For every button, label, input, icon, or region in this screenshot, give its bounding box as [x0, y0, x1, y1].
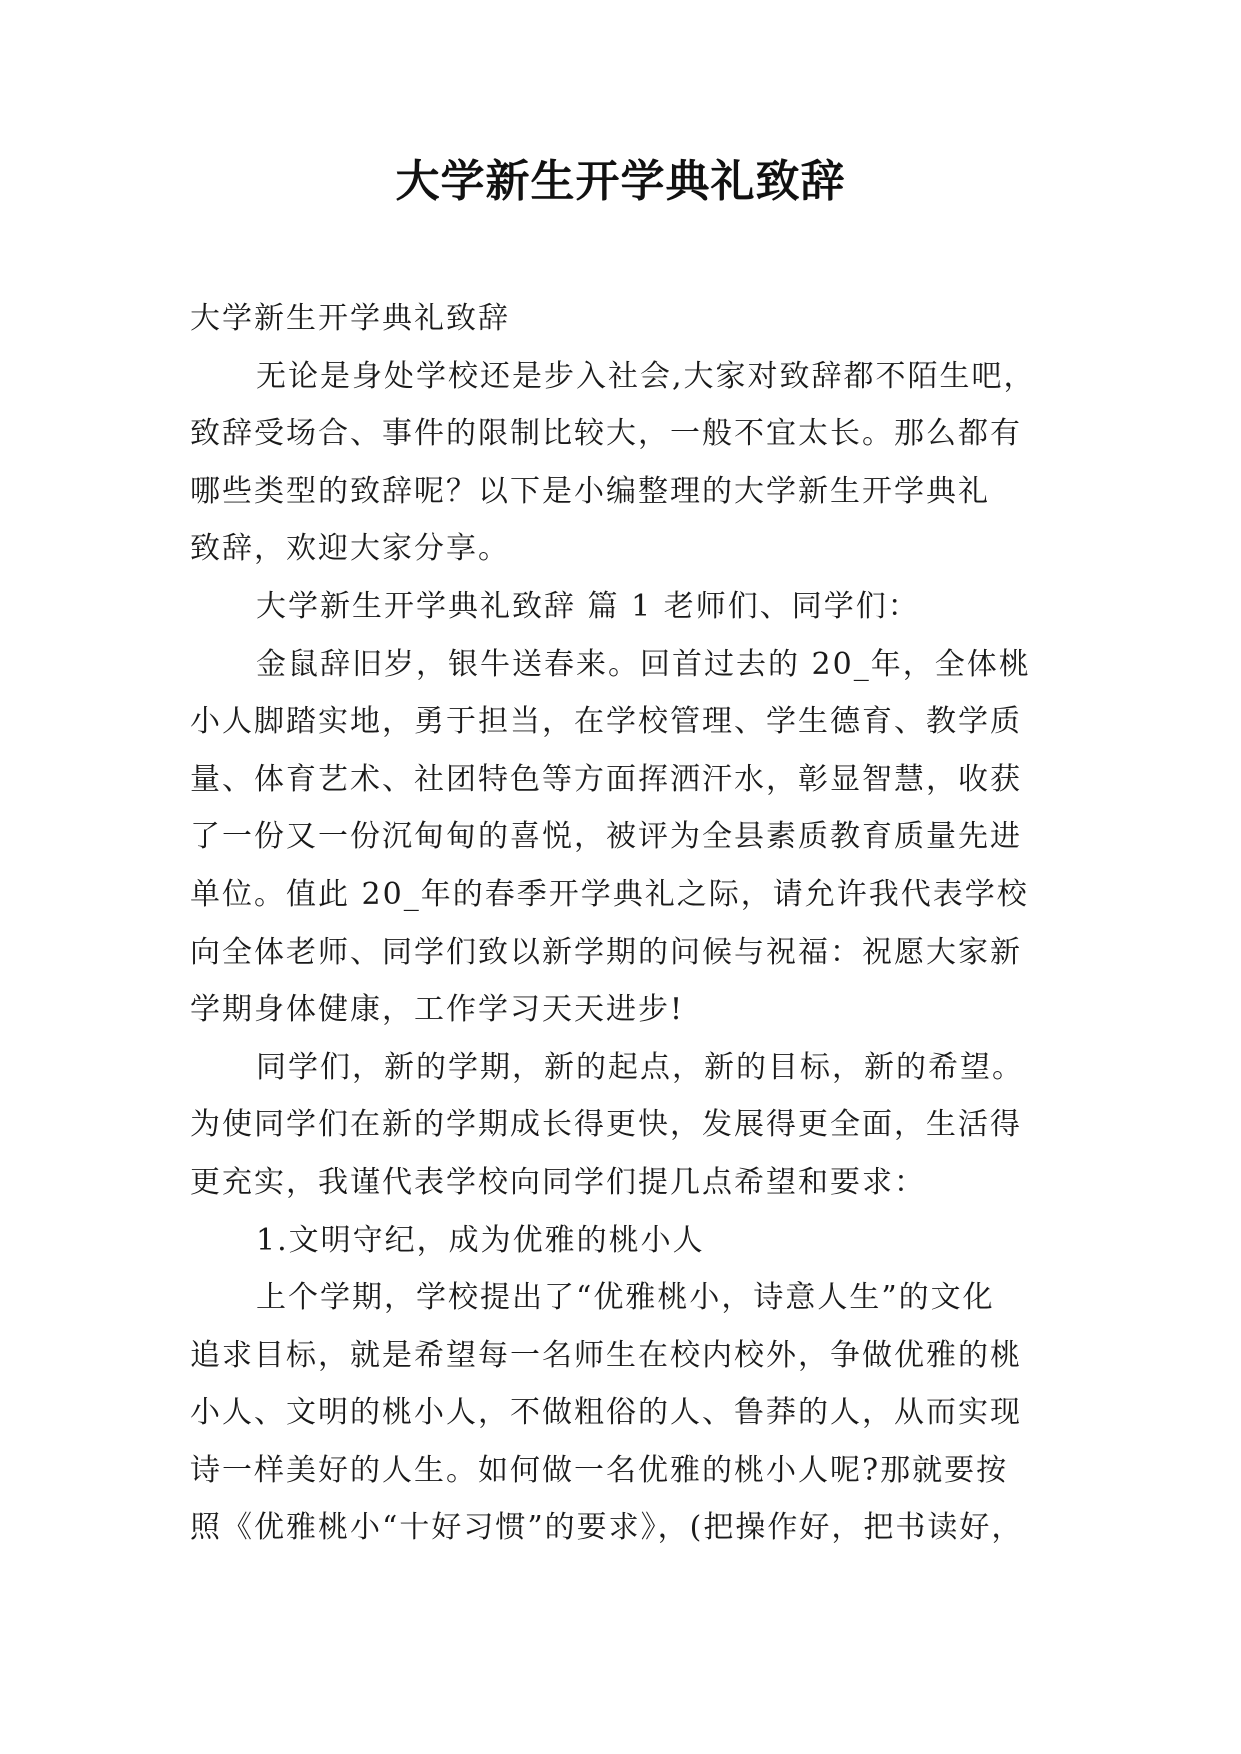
text-line: 致辞受场合、事件的限制比较大，一般不宜太长。那么都有 [190, 416, 1022, 452]
text-line: 同学们，新的学期，新的起点，新的目标，新的希望。 [256, 1049, 1024, 1085]
document-body [190, 290, 1056, 1557]
text-line: 单位。值此 20_年的春季开学典礼之际，请允许我代表学校 [190, 876, 1029, 912]
text-line: 大学新生开学典礼致辞 [190, 301, 510, 336]
text-line: 1.文明守纪，成为优雅的桃小人 [256, 1222, 705, 1258]
text-line: 更充实，我谨代表学校向同学们提几点希望和要求： [190, 1164, 926, 1200]
document-title: 大学新生开学典礼致辞 [395, 156, 846, 207]
text-line: 哪些类型的致辞呢？以下是小编整理的大学新生开学典礼 [190, 473, 990, 509]
text-line: 小人、文明的桃小人，不做粗俗的人、鲁莽的人，从而实现 [190, 1395, 1022, 1431]
text-line: 无论是身处学校还是步入社会,大家对致辞都不陌生吧， [256, 358, 1036, 394]
text-line: 了一份又一份沉甸甸的喜悦，被评为全县素质教育质量先进 [190, 819, 1022, 855]
text-line: 金鼠辞旧岁，银牛送春来。回首过去的 20_年，全体桃 [256, 646, 1031, 682]
text-line: 向全体老师、同学们致以新学期的问候与祝福：祝愿大家新 [190, 934, 1022, 970]
text-line: 学期身体健康，工作学习天天进步! [190, 992, 685, 1028]
text-line: 致辞，欢迎大家分享。 [190, 531, 510, 567]
text-line: 诗一样美好的人生。如何做一名优雅的桃小人呢?那就要按 [190, 1452, 1009, 1488]
text-line: 为使同学们在新的学期成长得更快，发展得更全面，生活得 [190, 1107, 1022, 1143]
text-line: 追求目标，就是希望每一名师生在校内校外，争做优雅的桃 [190, 1337, 1022, 1373]
text-line: 大学新生开学典礼致辞 篇 1 老师们、同学们： [256, 588, 920, 624]
text-line: 量、体育艺术、社团特色等方面挥洒汗水，彰显智慧，收获 [190, 761, 1022, 797]
text-line: 小人脚踏实地，勇于担当，在学校管理、学生德育、教学质 [190, 704, 1022, 740]
text-line: 上个学期，学校提出了“优雅桃小，诗意人生”的文化 [256, 1280, 995, 1316]
text-line: 照《优雅桃小“十好习惯”的要求》，(把操作好，把书读好， [190, 1510, 1024, 1546]
